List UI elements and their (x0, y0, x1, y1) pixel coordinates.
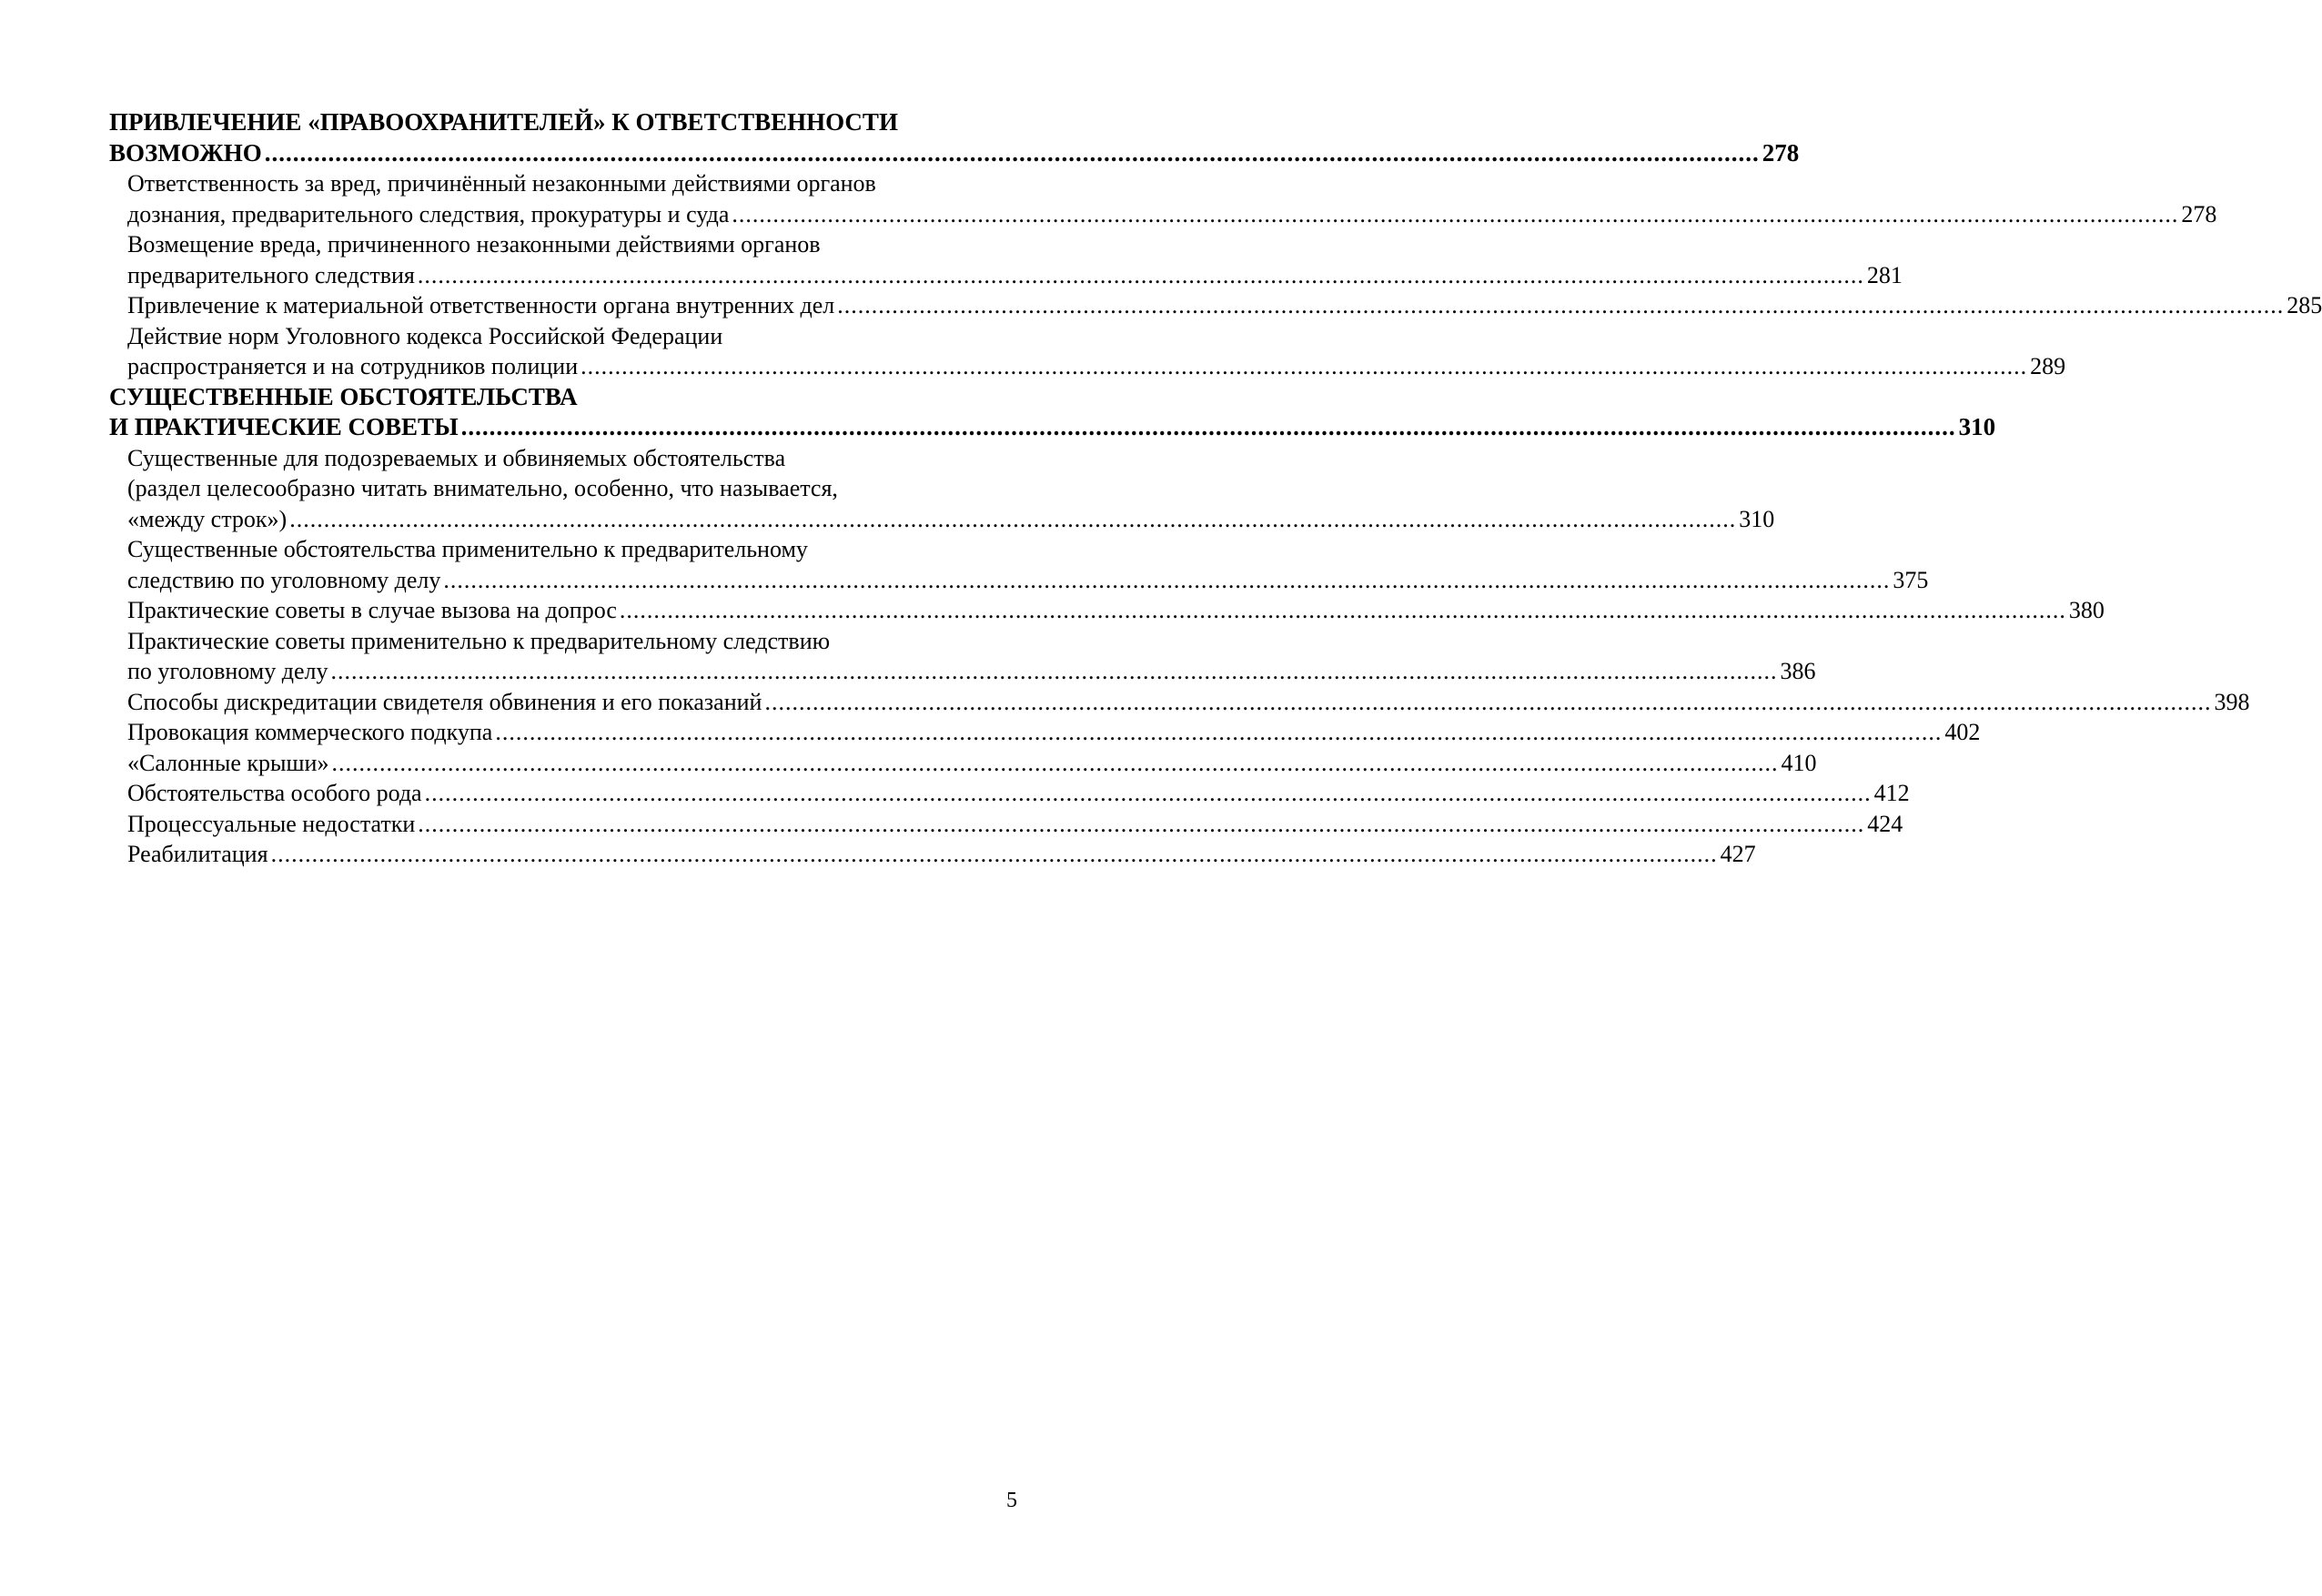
toc-entry-leader-row (127, 504, 1775, 535)
toc-entry-title-line: ВОЗМОЖНО (109, 138, 262, 167)
toc-entry-title-line: ПРИВЛЕЧЕНИЕ «ПРАВООХРАНИТЕЛЕЙ» К ОТВЕТСТВЕННОСТИ (109, 108, 898, 136)
dot-leader: .................................................................................................................................................................................................................... (417, 261, 1864, 288)
toc-entry-title-line: Обстоятельства особого рода (127, 780, 422, 806)
toc-entry-title-line: Практические советы в случае вызова на допрос (127, 597, 617, 623)
toc-subsection-entry (109, 687, 2250, 718)
toc-entry-leader-row (127, 839, 1756, 870)
toc-section-entry (109, 107, 1800, 168)
toc-entry-title-line: Ответственность за вред, причинённый незаконными действиями органов (127, 170, 876, 197)
toc-entry-title-line: Провокация коммерческого подкупа (127, 719, 493, 745)
toc-entry-leader-row (109, 412, 1996, 443)
dot-leader: .................................................................................................................................................................................................................... (764, 688, 2212, 715)
toc-subsection-entry (109, 626, 1816, 687)
toc-entry-title-line: Способы дискредитации свидетеля обвинения и его показаний (127, 688, 762, 715)
toc-entry-title-line: СУЩЕСТВЕННЫЕ ОБСТОЯТЕЛЬСТВА (109, 382, 578, 410)
toc-entry-title-line: Возмещение вреда, причиненного незаконными действиями органов (127, 231, 821, 258)
toc-subsection-entry (109, 290, 2322, 321)
toc-subsection-entry (109, 717, 1981, 748)
dot-leader: .................................................................................................................................................................................................................... (331, 749, 1779, 776)
toc-entry-leader-row (127, 565, 1929, 596)
toc-entry-title-line: Практические советы применительно к предварительному следствию (127, 627, 831, 654)
toc-subsection-entry (109, 809, 1903, 840)
toc-subsection-entry (109, 168, 2217, 229)
toc-entry-title-line: по уголовному делу (127, 658, 328, 684)
toc-entry-title-line: «между строк») (127, 505, 288, 532)
toc-page-number: 412 (1873, 780, 1910, 806)
toc-subsection-entry (109, 443, 1775, 535)
toc-entry-leader-row (127, 351, 2066, 382)
toc-subsection-entry (109, 748, 1817, 779)
toc-page-number: 278 (2181, 200, 2217, 227)
toc-page-number: 380 (2068, 597, 2105, 623)
toc-subsection-entry (109, 595, 2105, 626)
toc-subsection-entry (109, 778, 1910, 809)
toc-entry-title-line: Реабилитация (127, 841, 268, 867)
toc-section-entry (109, 382, 1996, 443)
toc-page-number: 402 (1944, 719, 1981, 745)
toc-entry-title-line: Привлечение к материальной ответственности органа внутренних дел (127, 292, 835, 318)
toc-entry-leader-row (127, 717, 1981, 748)
toc-entry-title-line: (раздел целесообразно читать внимательно, особенно, что называется, (127, 475, 838, 501)
toc-subsection-entry (109, 321, 2066, 382)
dot-leader: .................................................................................................................................................................................................................... (264, 138, 1760, 167)
dot-leader: .................................................................................................................................................................................................................... (443, 566, 1891, 593)
toc-entry-leader-row (109, 138, 1800, 169)
toc-entry-leader-row (127, 687, 2250, 718)
toc-entry-title-line: Действие норм Уголовного кодекса Российской Федерации (127, 322, 723, 349)
toc-page-number: 410 (1781, 749, 1817, 776)
toc-page-number: 310 (1958, 413, 1996, 440)
toc-entry-leader-row (127, 595, 2105, 626)
toc-page-number: 281 (1866, 261, 1903, 288)
dot-leader: .................................................................................................................................................................................................................... (619, 597, 2066, 623)
toc-page-number: 386 (1780, 658, 1816, 684)
dot-leader: .................................................................................................................................................................................................................... (418, 810, 1865, 837)
dot-leader: .................................................................................................................................................................................................................... (460, 413, 1956, 440)
toc-page-number: 278 (1762, 138, 1800, 167)
toc-entry-title-line: Существенные для подозреваемых и обвиняемых обстоятельства (127, 444, 786, 471)
toc-page-number: 398 (2214, 688, 2250, 715)
toc-entry-title-line: Процессуальные недостатки (127, 810, 416, 837)
toc-page-number: 424 (1867, 810, 1903, 837)
toc-entry-title-line: предварительного следствия (127, 261, 415, 288)
dot-leader: .................................................................................................................................................................................................................... (837, 292, 2285, 318)
toc-page-number: 289 (2030, 353, 2066, 379)
dot-leader: .................................................................................................................................................................................................................... (732, 200, 2179, 227)
toc-entry-leader-row (127, 260, 1903, 291)
toc-subsection-entry (109, 534, 1929, 595)
toc-subsection-entry (109, 839, 1756, 870)
toc-page-number: 427 (1720, 841, 1756, 867)
toc-entry-title-line: следствию по уголовному делу (127, 566, 441, 593)
toc-subsection-entry (109, 229, 1903, 290)
dot-leader: .................................................................................................................................................................................................................... (580, 353, 2028, 379)
toc-entry-title-line: дознания, предварительного следствия, прокуратуры и суда (127, 200, 730, 227)
toc-entry-leader-row (127, 809, 1903, 840)
toc-page-number: 285 (2287, 292, 2322, 318)
toc-entry-title-line: Существенные обстоятельства применительно к предварительному (127, 536, 808, 562)
dot-leader: .................................................................................................................................................................................................................... (495, 719, 1943, 745)
dot-leader: .................................................................................................................................................................................................................... (424, 780, 1872, 806)
table-of-contents (109, 107, 2322, 870)
page-number: 5 (1006, 1489, 1017, 1512)
toc-page-number: 310 (1739, 505, 1775, 532)
toc-entry-leader-row (127, 778, 1910, 809)
toc-entry-leader-row (127, 290, 2322, 321)
dot-leader: .................................................................................................................................................................................................................... (330, 658, 1778, 684)
toc-entry-title-line: «Салонные крыши» (127, 749, 329, 776)
dot-leader: .................................................................................................................................................................................................................... (289, 505, 1737, 532)
toc-entry-leader-row (127, 199, 2217, 230)
toc-entry-leader-row (127, 748, 1817, 779)
toc-entry-title-line: распространяется и на сотрудников полиции (127, 353, 579, 379)
toc-entry-title-line: И ПРАКТИЧЕСКИЕ СОВЕТЫ (109, 413, 459, 440)
dot-leader: .................................................................................................................................................................................................................... (270, 841, 1718, 867)
toc-page-number: 375 (1893, 566, 1929, 593)
toc-entry-leader-row (127, 656, 1816, 687)
